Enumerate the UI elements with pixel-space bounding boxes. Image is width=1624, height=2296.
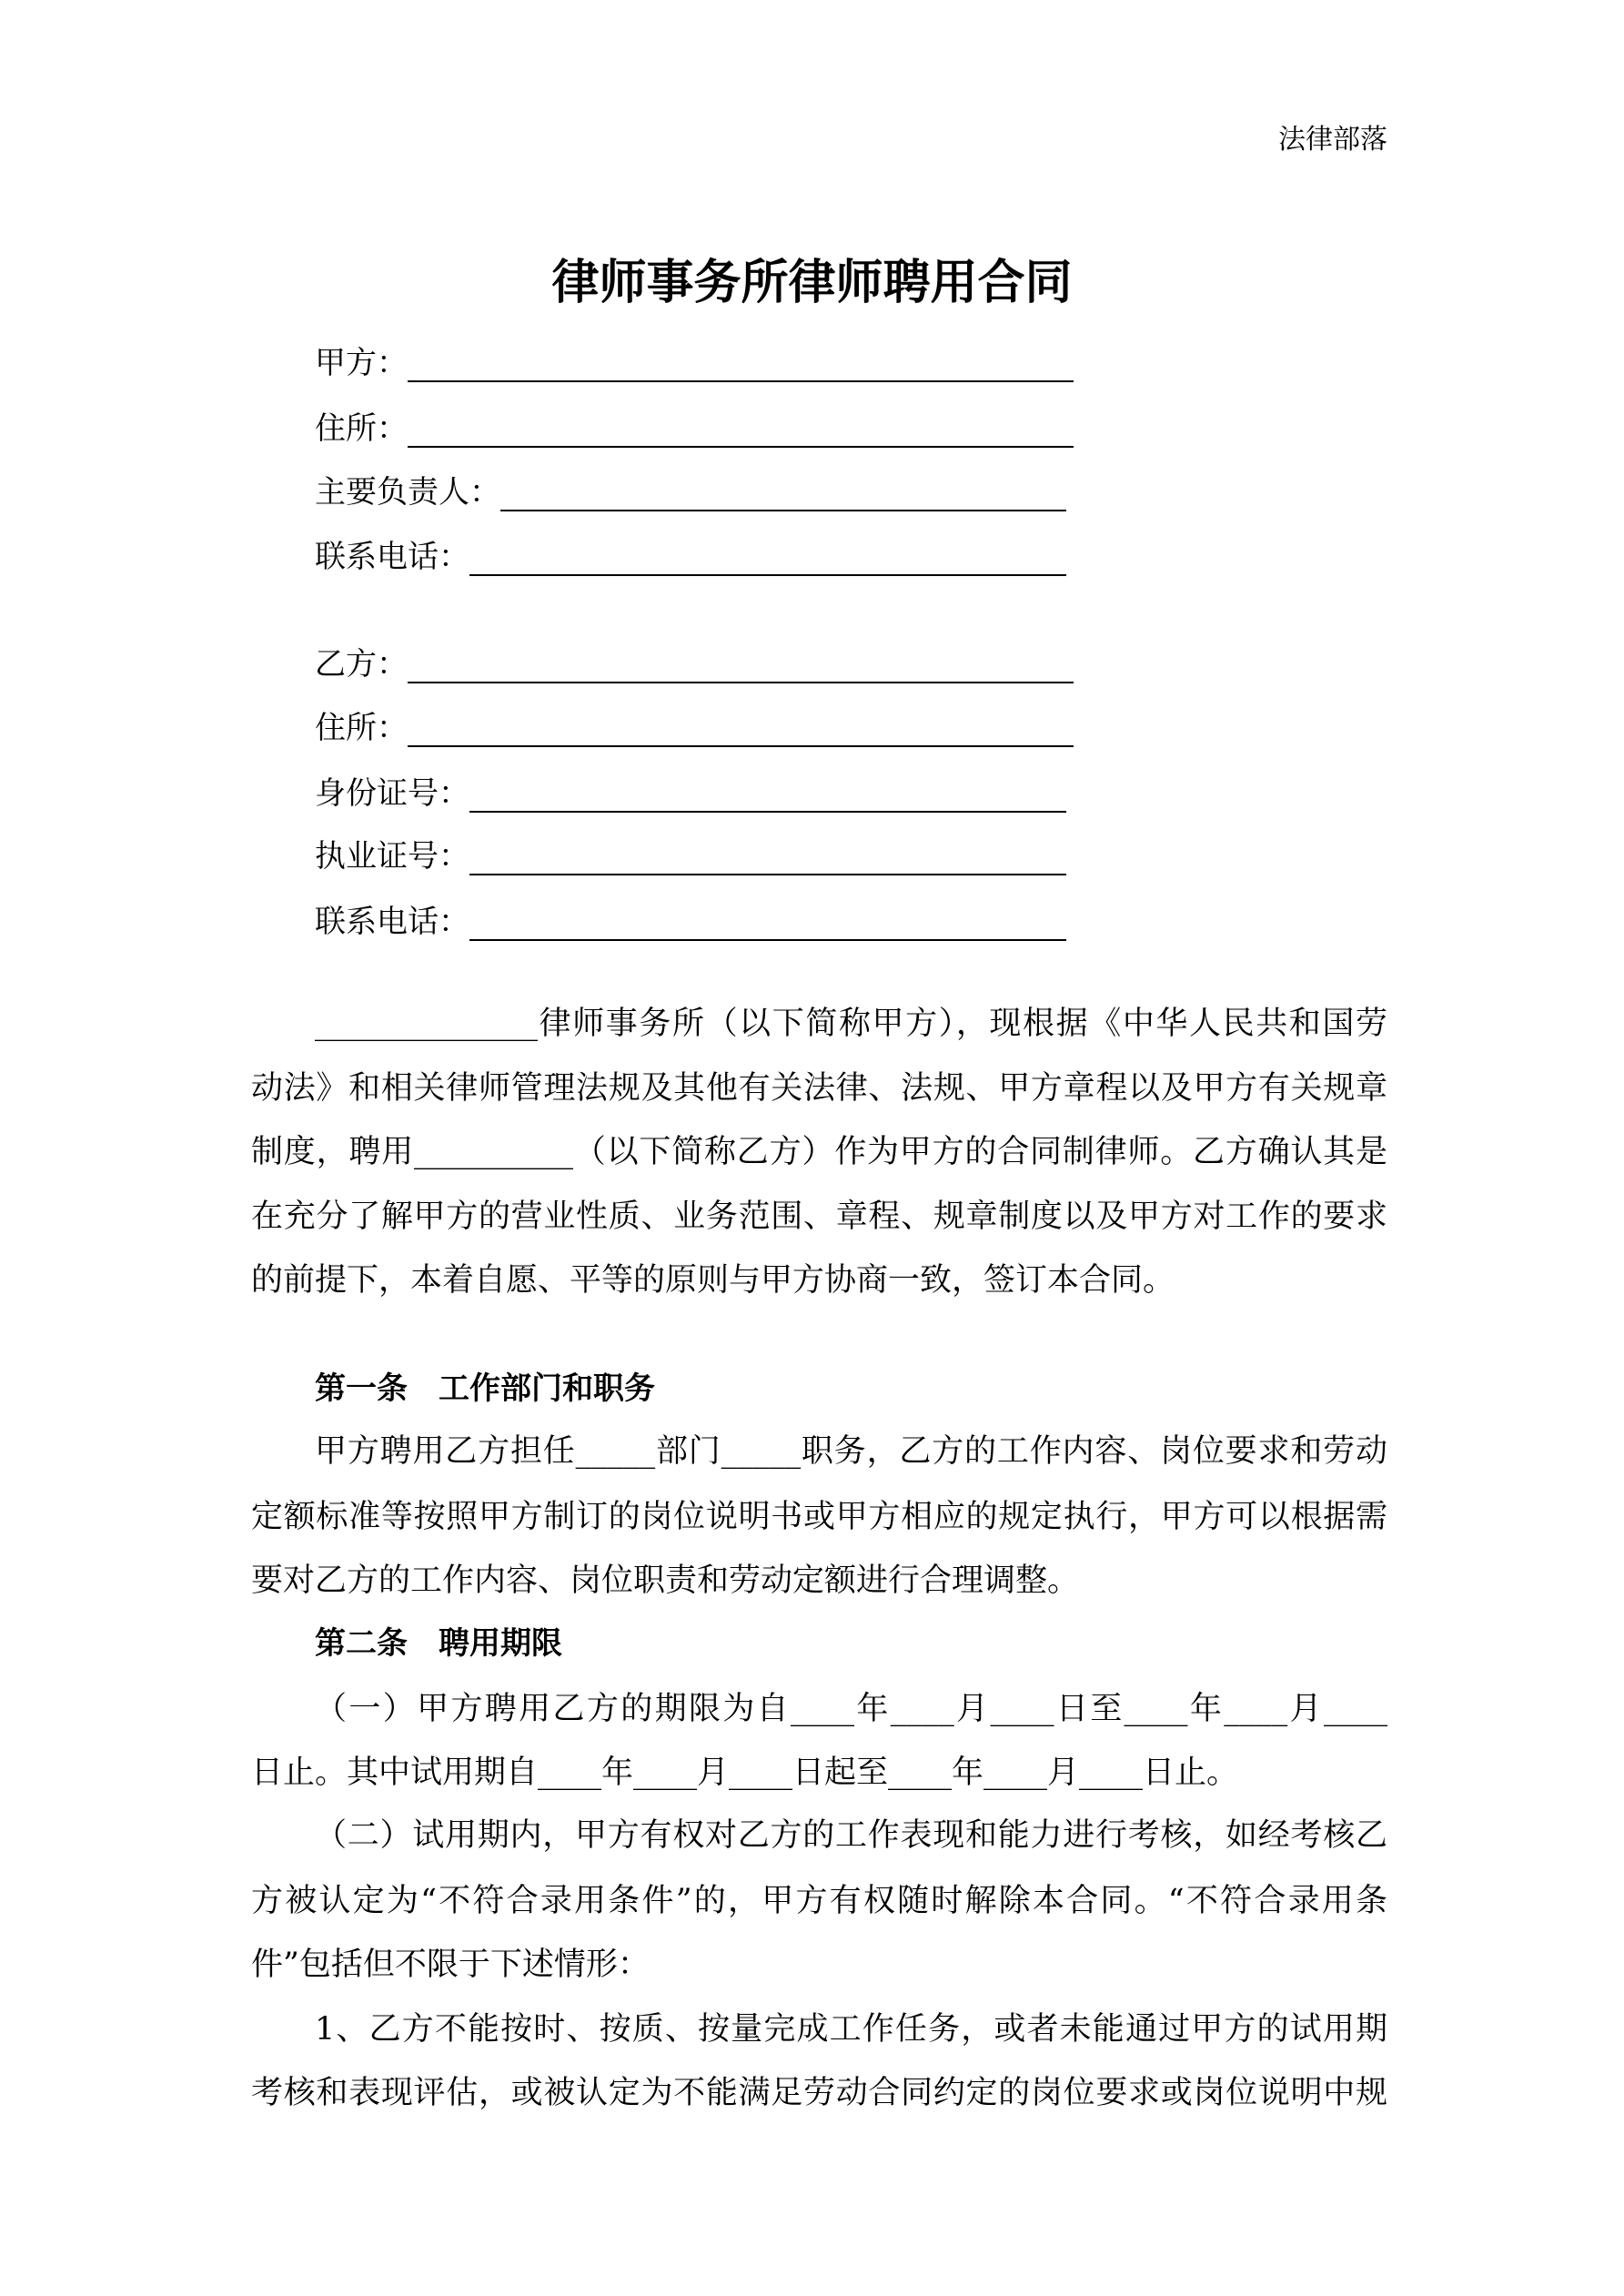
party-a-phone-field[interactable]	[315, 531, 1066, 576]
header-label: 法律部落	[1278, 124, 1387, 156]
article-2-heading: 第二条 聘用期限	[315, 1625, 562, 1662]
field-label: 联系电话：	[315, 539, 469, 575]
preamble-line: 的前提下，本着自愿、平等的原则与甲方协商一致，签订本合同。	[251, 1262, 1175, 1299]
party-b-phone-field[interactable]	[315, 895, 1066, 941]
preamble-line: ______________律师事务所（以下简称甲方），现根据《中华人民共和国劳	[315, 1006, 1387, 1042]
article-2-line: 方被认定为“不符合录用条件”的，甲方有权随时解除本合同。“不符合录用条	[251, 1883, 1387, 1919]
party-a-principal-field[interactable]	[315, 466, 1066, 511]
article-1-line: 定额标准等按照甲方制订的岗位说明书或甲方相应的规定执行，甲方可以根据需	[251, 1499, 1387, 1535]
field-label: 乙方：	[315, 646, 408, 683]
party-a-address-field[interactable]	[315, 402, 1074, 448]
field-label: 身份证号：	[315, 775, 469, 812]
field-label: 主要负责人：	[315, 474, 500, 511]
article-1-line: 甲方聘用乙方担任_____部门_____职务，乙方的工作内容、岗位要求和劳动	[315, 1433, 1387, 1470]
article-2-line: 1、乙方不能按时、按质、按量完成工作任务，或者未能通过甲方的试用期	[315, 2011, 1387, 2048]
preamble-line: 在充分了解甲方的营业性质、业务范围、章程、规章制度以及甲方对工作的要求	[251, 1199, 1387, 1235]
field-label: 联系电话：	[315, 904, 469, 940]
article-2-line: 日止。其中试用期自____年____月____日起至____年____月____日止。	[251, 1755, 1239, 1791]
preamble-line: 动法》和相关律师管理法规及其他有关法律、法规、甲方章程以及甲方有关规章	[251, 1070, 1387, 1107]
field-label: 甲方：	[315, 345, 408, 381]
party-b-name-field[interactable]	[315, 638, 1074, 683]
preamble-line: 制度，聘用__________（以下简称乙方）作为甲方的合同制律师。乙方确认其是	[251, 1134, 1387, 1170]
article-2-line: 考核和表现评估，或被认定为不能满足劳动合同约定的岗位要求或岗位说明中规	[251, 2075, 1387, 2111]
field-label: 住所：	[315, 710, 408, 746]
article-2-line: （一）甲方聘用乙方的期限为自____年____月____日至____年____月____	[315, 1691, 1387, 1727]
party-b-id-field[interactable]	[315, 767, 1066, 813]
field-label: 执业证号：	[315, 838, 469, 875]
party-b-license-field[interactable]	[315, 830, 1066, 875]
field-label: 住所：	[315, 410, 408, 447]
document-title: 律师事务所律师聘用合同	[551, 255, 1073, 310]
article-2-line: （二）试用期内，甲方有权对乙方的工作表现和能力进行考核，如经考核乙	[315, 1817, 1387, 1854]
party-b-address-field[interactable]	[315, 702, 1074, 747]
article-1-line: 要对乙方的工作内容、岗位职责和劳动定额进行合理调整。	[251, 1563, 1080, 1599]
party-a-name-field[interactable]	[315, 337, 1074, 382]
article-1-heading: 第一条 工作部门和职务	[315, 1371, 655, 1407]
article-2-line: 件”包括但不限于下述情形：	[251, 1947, 650, 1983]
